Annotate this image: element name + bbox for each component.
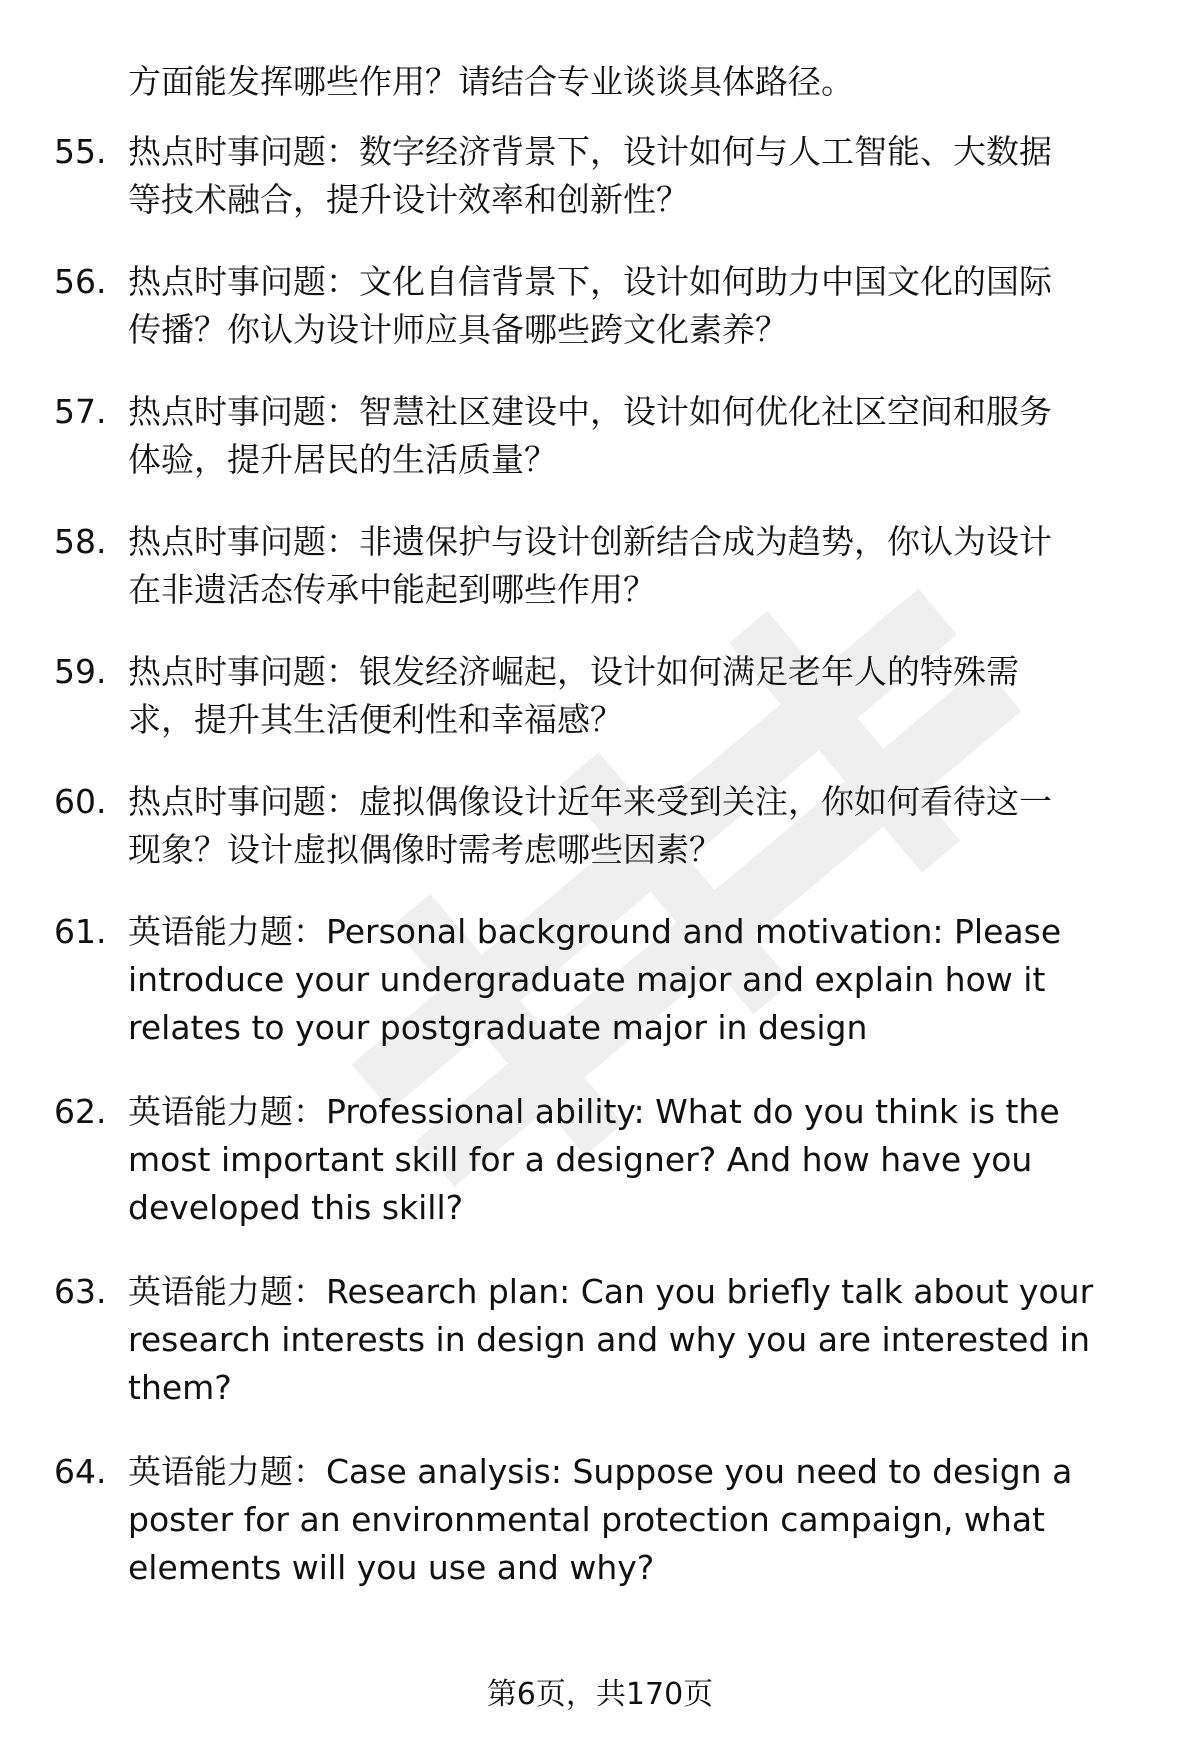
item-number: 56. bbox=[54, 262, 107, 301]
item-text bbox=[128, 1268, 1153, 1412]
item-line: 热点时事问题：数字经济背景下，设计如何与人工智能、大数据 bbox=[128, 132, 1052, 171]
item-line: 在非遗活态传承中能起到哪些作用？ bbox=[128, 570, 656, 609]
item-line: 热点时事问题：非遗保护与设计创新结合成为趋势，你认为设计 bbox=[128, 522, 1052, 561]
item-line: 传播？你认为设计师应具备哪些跨文化素养？ bbox=[128, 310, 788, 349]
item-line: 热点时事问题：文化自信背景下，设计如何助力中国文化的国际 bbox=[128, 262, 1052, 301]
item-line: them? bbox=[128, 1368, 232, 1407]
item-line: most important skill for a designer? And how have you bbox=[128, 1140, 1033, 1179]
item-line: 求，提升其生活便利性和幸福感？ bbox=[128, 700, 623, 739]
continuation-line: 方面能发挥哪些作用？请结合专业谈谈具体路径。 bbox=[128, 62, 854, 101]
item-text bbox=[128, 388, 1153, 484]
item-line: 英语能力题：Case analysis: Suppose you need to design a bbox=[128, 1452, 1073, 1491]
item-number: 64. bbox=[54, 1452, 107, 1491]
item-line: 热点时事问题：银发经济崛起，设计如何满足老年人的特殊需 bbox=[128, 652, 1019, 691]
item-text bbox=[128, 648, 1153, 744]
item-line: 英语能力题：Personal background and motivation: Please bbox=[128, 912, 1062, 951]
item-number: 57. bbox=[54, 392, 107, 431]
item-line: relates to your postgraduate major in design bbox=[128, 1008, 868, 1047]
item-number: 55. bbox=[54, 132, 107, 171]
item-text bbox=[128, 1448, 1153, 1592]
item-number: 62. bbox=[54, 1092, 107, 1131]
item-line: 等技术融合，提升设计效率和创新性？ bbox=[128, 180, 689, 219]
item-number: 63. bbox=[54, 1272, 107, 1311]
item-line: 现象？设计虚拟偶像时需考虑哪些因素？ bbox=[128, 830, 722, 869]
item-text bbox=[128, 258, 1153, 354]
item-line: research interests in design and why you are interested in bbox=[128, 1320, 1090, 1359]
item-line: 英语能力题：Research plan: Can you briefly talk about your bbox=[128, 1272, 1094, 1311]
item-line: introduce your undergraduate major and explain how it bbox=[128, 960, 1046, 999]
item-number: 58. bbox=[54, 522, 107, 561]
page-footer: 第6页，共170页 bbox=[486, 1677, 714, 1712]
item-line: 热点时事问题：虚拟偶像设计近年来受到关注，你如何看待这一 bbox=[128, 782, 1052, 821]
item-text bbox=[128, 128, 1153, 224]
item-text bbox=[128, 778, 1153, 874]
item-line: 英语能力题：Professional ability: What do you think is the bbox=[128, 1092, 1060, 1131]
item-line: developed this skill? bbox=[128, 1188, 464, 1227]
item-line: elements will you use and why? bbox=[128, 1548, 655, 1587]
item-line: 热点时事问题：智慧社区建设中，设计如何优化社区空间和服务 bbox=[128, 392, 1052, 431]
item-line: poster for an environmental protection campaign, what bbox=[128, 1500, 1045, 1539]
item-text bbox=[128, 1088, 1153, 1232]
item-line: 体验，提升居民的生活质量？ bbox=[128, 440, 557, 479]
item-text bbox=[128, 908, 1153, 1052]
item-number: 59. bbox=[54, 652, 107, 691]
item-text bbox=[128, 518, 1153, 614]
item-number: 60. bbox=[54, 782, 107, 821]
item-number: 61. bbox=[54, 912, 107, 951]
